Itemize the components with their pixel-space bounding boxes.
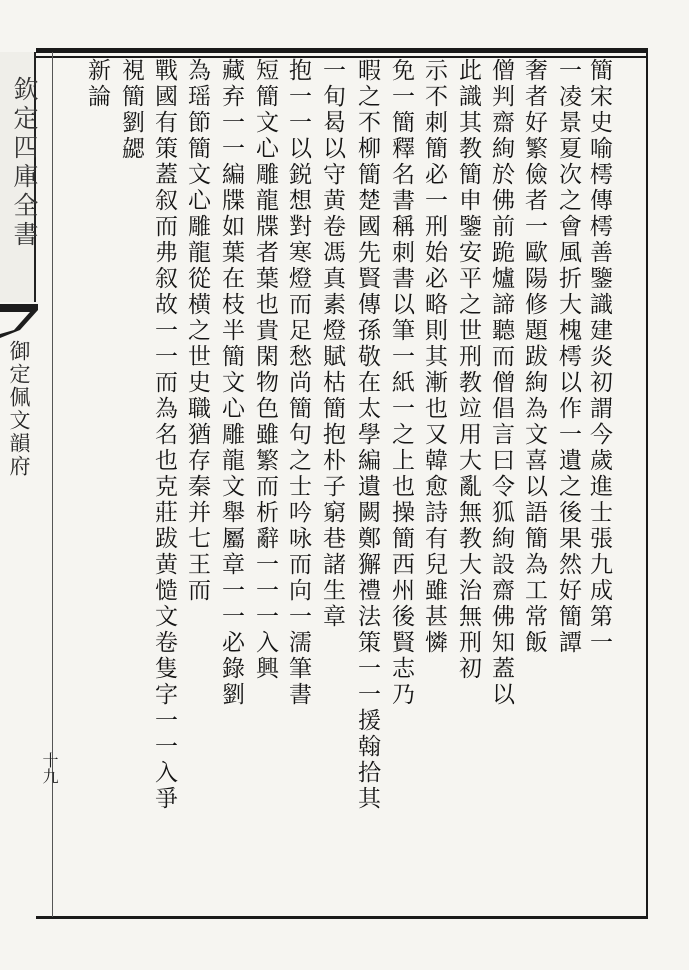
top-border xyxy=(36,48,648,53)
text-column: 奢者好繁儉者一歐陽修題跋絢為文喜以語簡為工常飯 xyxy=(521,58,547,656)
text-column: 新論 xyxy=(84,58,110,110)
text-column: 暇之不柳簡楚國先賢傳孫敬在太學編遺闕鄭獬禮法策一一援翰拾其 xyxy=(354,58,380,812)
text-column: 戰國有策蓋叙而弗叙故一一而為名也克莊跋黄慥文卷隻字一一入爭 xyxy=(151,58,177,812)
text-column: 視簡劉勰 xyxy=(118,58,144,162)
text-column: 此識其教簡申鑒安平之世刑教竝用大亂無教大治無刑初 xyxy=(455,58,481,682)
page-number: 十九 xyxy=(40,752,59,784)
text-column: 抱一一以鋭想對寒燈而足愁尚簡句之士吟咏而向一濡筆書 xyxy=(285,58,311,708)
book-subtitle: 御定佩文韻府 xyxy=(7,340,31,478)
text-column: 為瑶節簡文心雕龍從横之世史職猶存秦并七王而 xyxy=(184,58,210,604)
book-title: 欽定四庫全書 xyxy=(10,76,39,250)
text-column: 簡宋史喻樗傳樗善鑒識建炎初謂今歲進士張九成第一 xyxy=(586,58,612,656)
bottom-border xyxy=(36,916,648,919)
text-column: 示不刺簡必一刑始必略則其漸也又韓愈詩有兒雖甚憐 xyxy=(421,58,447,656)
text-column: 短簡文心雕龍牒者葉也貴閑物色雖繁而析辭一一一入興 xyxy=(252,58,278,682)
text-column: 免一簡釋名書稱刺書以筆一紙一之上也操簡西州後賢志乃 xyxy=(388,58,414,708)
text-column: 一旬曷以守黄卷馮真素燈賦枯簡抱朴子窮巷諸生章 xyxy=(319,58,345,630)
margin-divider xyxy=(52,52,53,917)
text-column: 僧判齋絢於佛前跪爐諦聽而僧倡言曰令狐絢設齋佛知蓋以 xyxy=(488,58,514,708)
right-border xyxy=(646,48,648,919)
fishtail-mark-icon xyxy=(0,300,38,342)
text-column: 藏弃一一編牒如葉在枝半簡文心雕龍文舉屬章一一必錄劉 xyxy=(218,58,244,708)
text-column: 一凌景夏次之會風折大槐樗以作一遺之後果然好簡譚 xyxy=(555,58,581,656)
